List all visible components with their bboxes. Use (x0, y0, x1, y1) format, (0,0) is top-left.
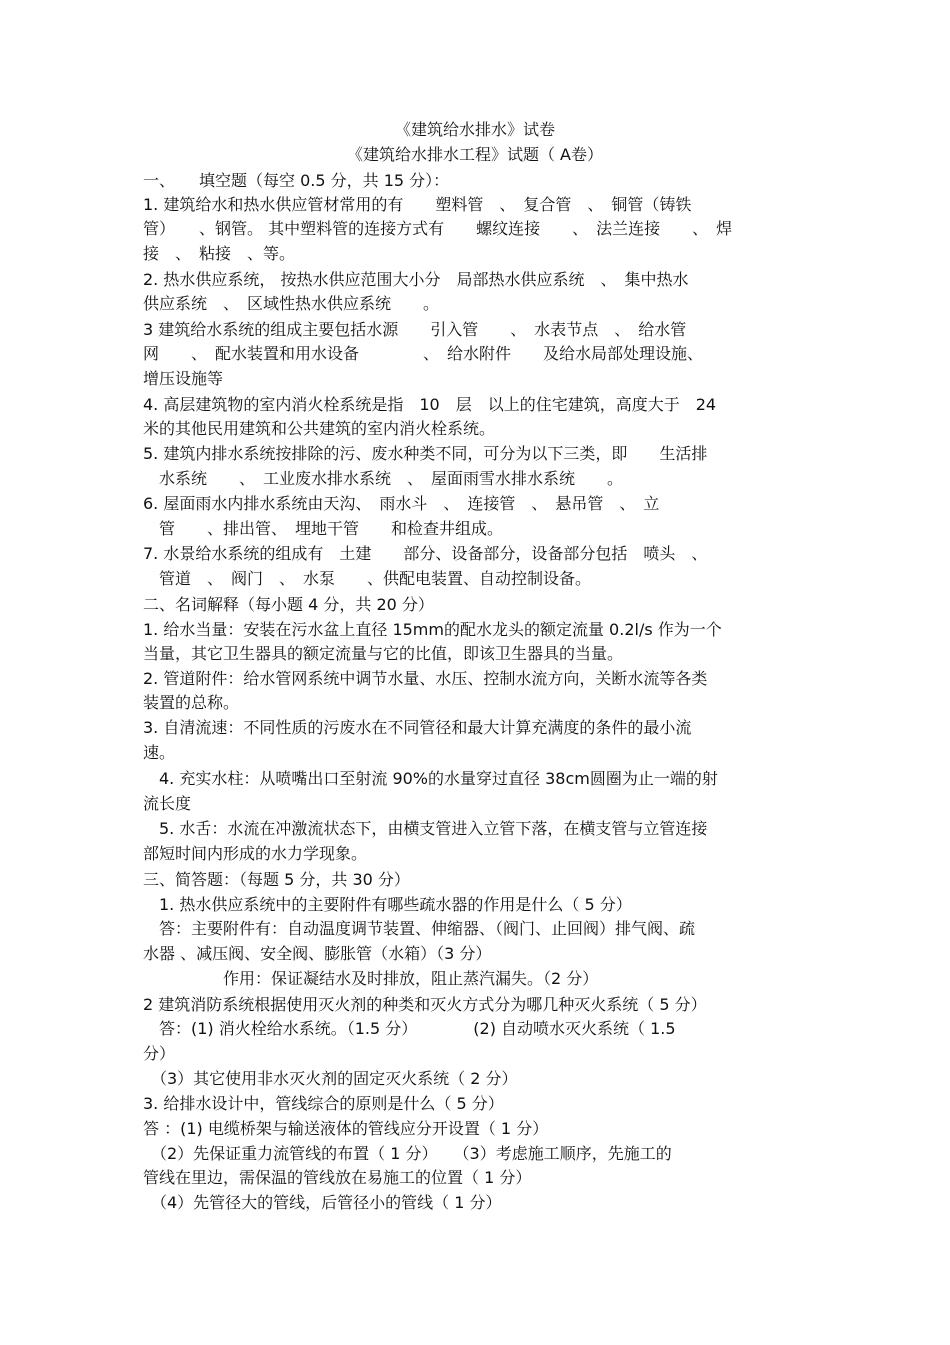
text-line: 2. 管道附件：给水管网系统中调节水量、水压、控制水流方向，关断水流等各类 (143, 669, 708, 688)
text-line: 5. 建筑内排水系统按排除的污、废水种类不同，可分为以下三类，即 生活排 (143, 444, 708, 463)
text-line: 米的其他民用建筑和公共建筑的室内消火栓系统。 (143, 419, 496, 438)
text-line: 分） (143, 1044, 176, 1063)
text-line: 接 、 粘接 、等。 (143, 244, 296, 263)
text-line: 网 、 配水装置和用水设备 、 给水附件 及给水局部处理设施、 (143, 344, 704, 363)
section-heading: 一、 填空题（每空 0.5 分，共 15 分）： (143, 171, 450, 190)
text-line: 3. 给排水设计中，管线综合的原则是什么（ 5 分） (143, 1094, 504, 1113)
text-line: 4. 充实水柱：从喷嘴出口至射流 90%的水量穿过直径 38cm圆圈为止一端的射 (143, 769, 718, 788)
text-line: （3）其它使用非水灭火剂的固定灭火系统（ 2 分） (143, 1069, 518, 1088)
text-line: 管） 、钢管。 其中塑料管的连接方式有 螺纹连接 、 法兰连接 、 焊 (143, 219, 733, 238)
text-line: 6. 屋面雨水内排水系统由天沟、 雨水斗 、 连接管 、 悬吊管 、 立 (143, 494, 660, 513)
text-line: 水器 、减压阀、安全阀、膨胀管（水箱）（3 分） (143, 944, 492, 963)
text-line: 管线在里边，需保温的管线放在易施工的位置（ 1 分） (143, 1168, 532, 1187)
text-line: 7. 水景给水系统的组成有 土建 部分、设备部分，设备部分包括 喷头 、 (143, 544, 708, 563)
section-heading: 三、简答题：（每题 5 分，共 30 分） (143, 870, 410, 889)
exam-subtitle: 《建筑给水排水工程》试题（ A卷） (346, 145, 604, 164)
text-line: （2）先保证重力流管线的布置（ 1 分） （3）考虑施工顺序，先施工的 (143, 1144, 672, 1163)
section-heading: 二、名词解释（每小题 4 分，共 20 分） (143, 595, 434, 614)
text-line: 答：(1) 消火栓给水系统。（1.5 分） (2) 自动喷水灭火系统（ 1.5 (143, 1019, 676, 1038)
text-line: 2. 热水供应系统， 按热水供应范围大小分 局部热水供应系统 、 集中热水 (143, 270, 689, 289)
text-line: 增压设施等 (143, 369, 224, 388)
text-line: 答：主要附件有：自动温度调节装置、伸缩器、（阀门、止回阀）排气阀、疏 (143, 919, 696, 938)
text-line: 管道 、 阀门 、 水泵 、供配电装置、自动控制设备。 (143, 569, 592, 588)
text-line: （4）先管径大的管线，后管径小的管线（ 1 分） (143, 1193, 502, 1212)
text-line: 1. 建筑给水和热水供应管材常用的有 塑料管 、 复合管 、 铜管（铸铁 (143, 195, 692, 214)
text-line: 部短时间内形成的水力学现象。 (143, 844, 368, 863)
text-line: 速。 (143, 743, 176, 762)
text-line: 答 ：(1) 电缆桥架与输送液体的管线应分开设置（ 1 分） (143, 1119, 549, 1138)
text-line: 水系统 、 工业废水排水系统 、 屋面雨雪水排水系统 。 (143, 469, 624, 488)
text-line: 作用：保证凝结水及时排放，阻止蒸汽漏失。（2 分） (143, 969, 599, 988)
text-line: 供应系统 、 区域性热水供应系统 。 (143, 294, 440, 313)
text-line: 装置的总称。 (143, 693, 240, 712)
text-line: 3 建筑给水系统的组成主要包括水源 引入管 、 水表节点 、 给水管 (143, 320, 687, 339)
exam-title: 《建筑给水排水》试卷 (394, 120, 555, 139)
text-line: 当量，其它卫生器具的额定流量与它的比值，即该卫生器具的当量。 (143, 644, 624, 663)
text-line: 1. 给水当量：安装在污水盆上直径 15mm的配水龙头的额定流量 0.2l/s 作为一个 (143, 620, 722, 639)
text-line: 3. 自清流速：不同性质的污废水在不同管径和最大计算充满度的条件的最小流 (143, 718, 692, 737)
text-line: 4. 高层建筑物的室内消火栓系统是指 10 层 以上的住宅建筑，高度大于 24 (143, 395, 717, 414)
text-line: 管 、排出管、 埋地干管 和检查井组成。 (143, 519, 504, 538)
text-line: 2 建筑消防系统根据使用灭火剂的种类和灭火方式分为哪几种灭火系统（ 5 分） (143, 995, 707, 1014)
text-line: 5. 水舌：水流在冲激流状态下，由横支管进入立管下落，在横支管与立管连接 (143, 819, 708, 838)
text-line: 流长度 (143, 794, 192, 813)
text-line: 1. 热水供应系统中的主要附件有哪些疏水器的作用是什么（ 5 分） (143, 895, 632, 914)
